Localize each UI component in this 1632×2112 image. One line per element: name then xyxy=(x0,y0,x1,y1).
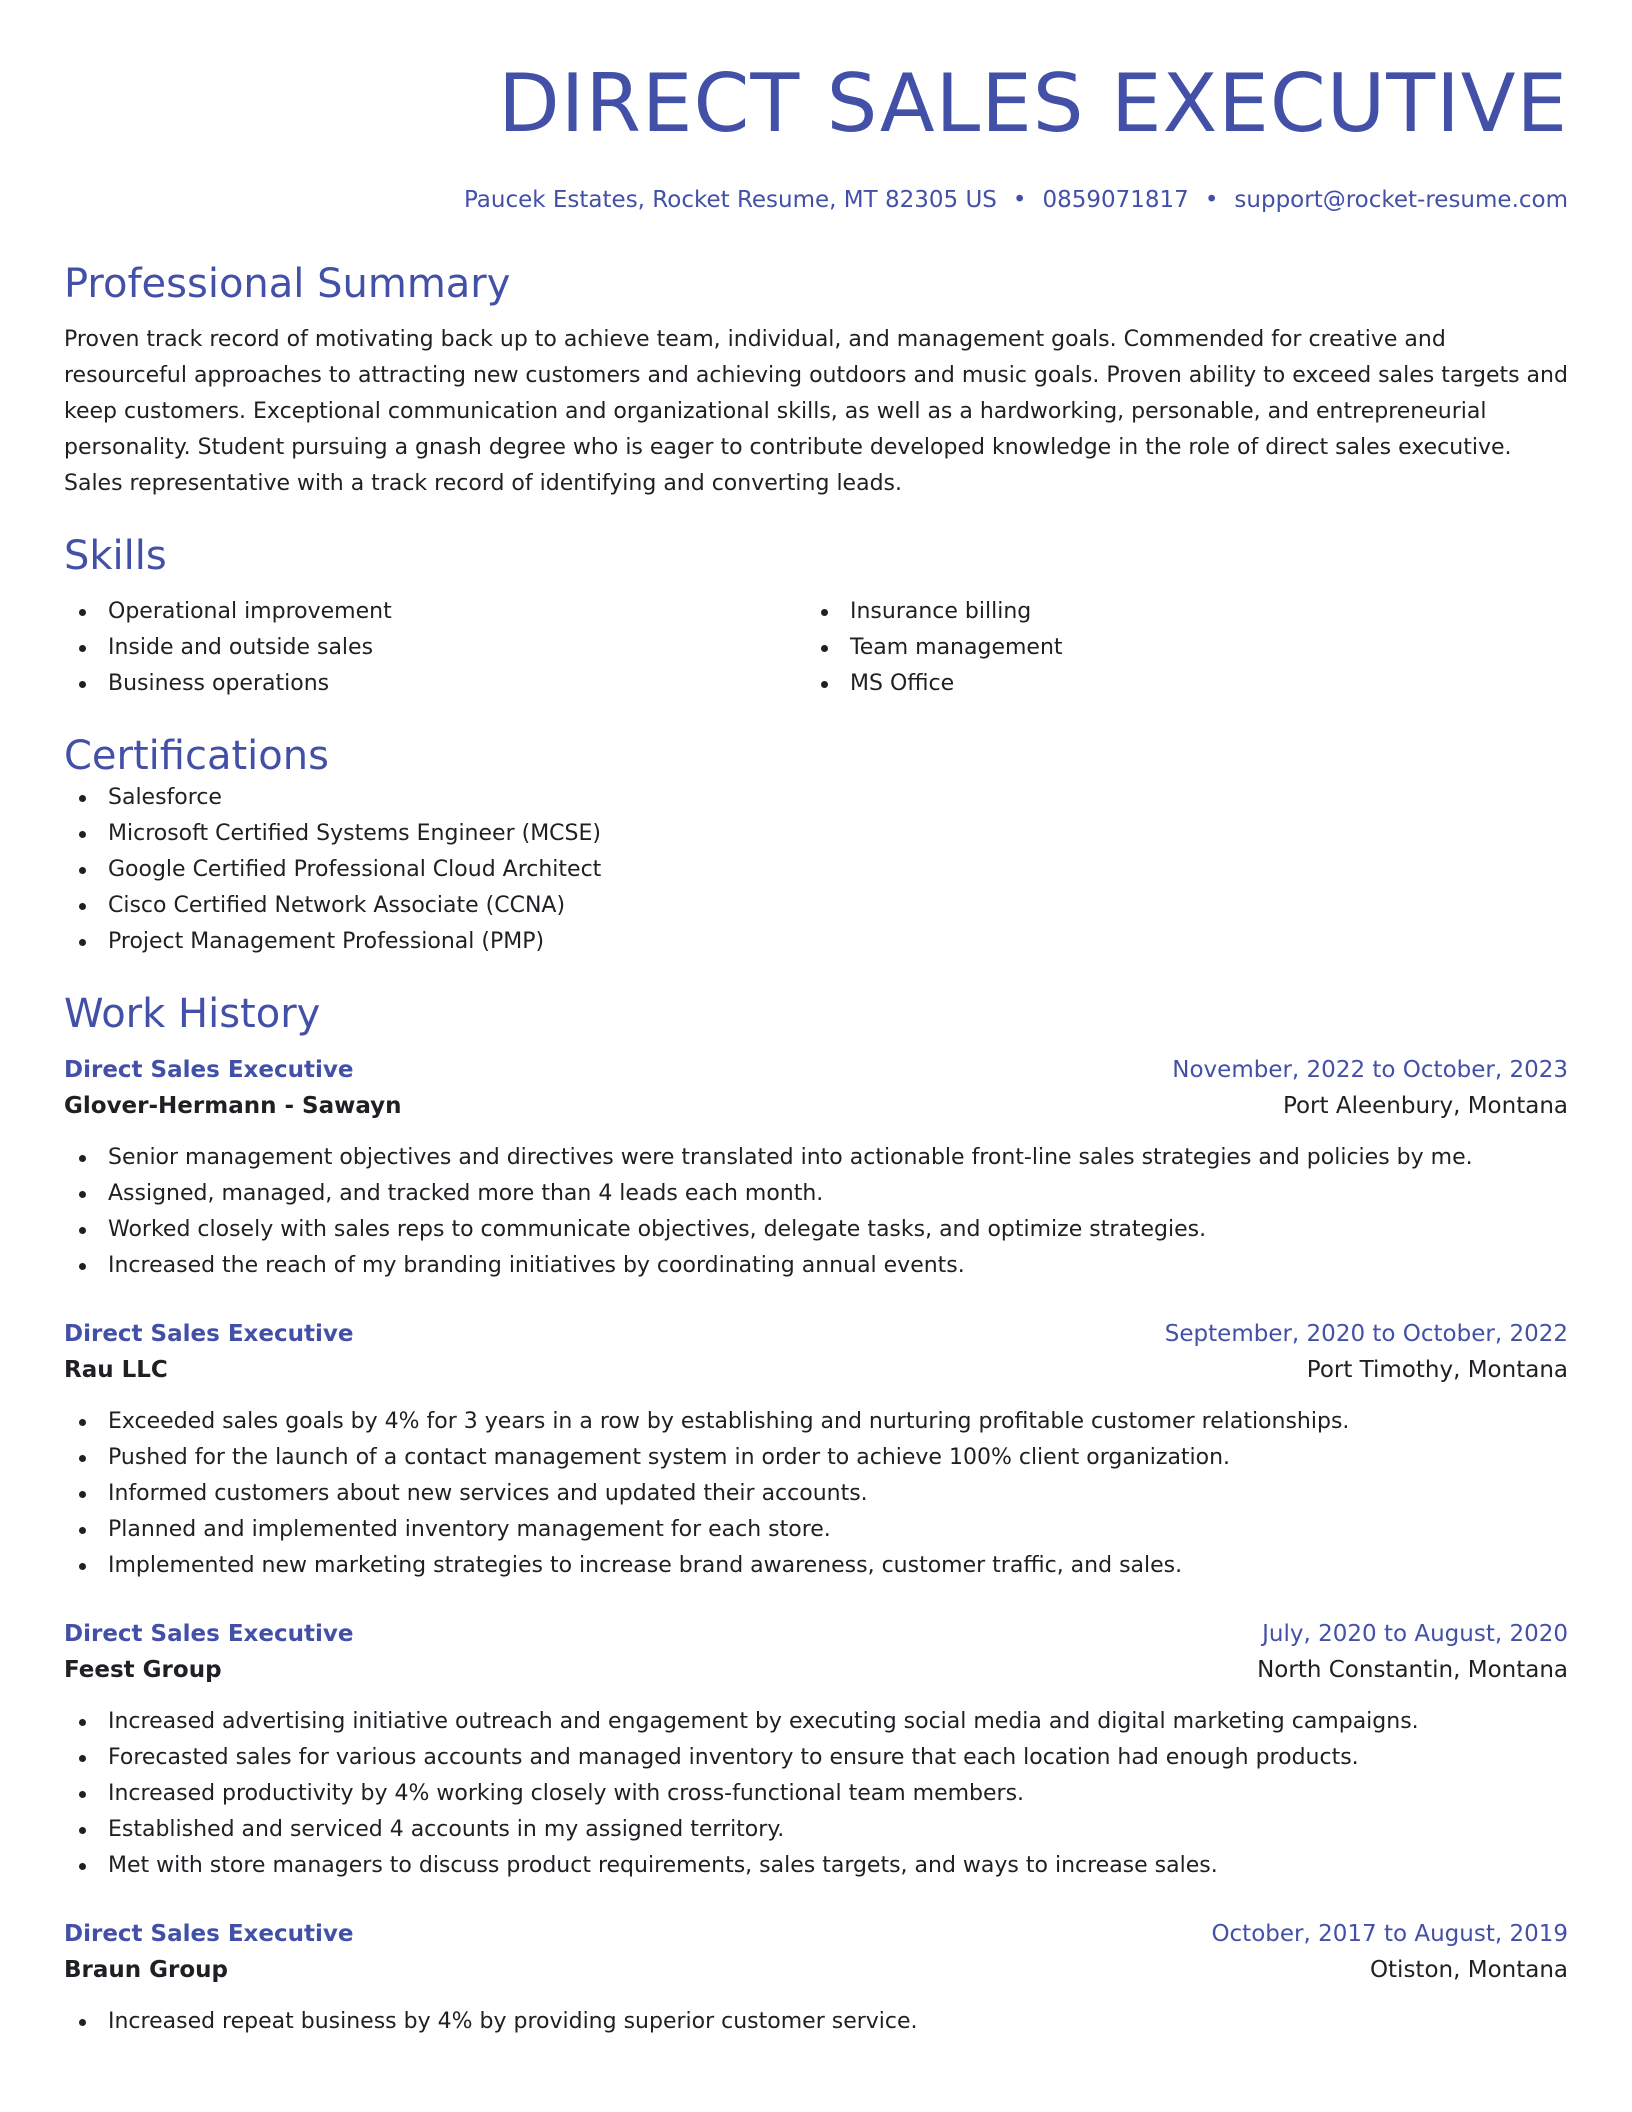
contact-phone: 0859071817 xyxy=(1042,187,1189,213)
job-company: Feest Group xyxy=(64,1657,222,1683)
skills-columns xyxy=(64,594,1568,702)
skill-item: Inside and outside sales xyxy=(64,630,806,666)
skills-heading: Skills xyxy=(64,533,167,579)
certification-item: Salesforce xyxy=(64,780,1568,816)
contact-separator: • xyxy=(1012,187,1027,213)
skills-list-right xyxy=(806,594,1548,702)
job-location: Port Timothy, Montana xyxy=(1306,1357,1568,1383)
job-bullet: Exceeded sales goals by 4% for 3 years in a row by establishing and nurturing profitable customer relationships. xyxy=(64,1404,1568,1440)
skill-item: MS Office xyxy=(806,666,1548,702)
job-dates: November, 2022 to October, 2023 xyxy=(1172,1057,1568,1083)
certifications-list xyxy=(64,780,1568,960)
job-company: Glover-Hermann - Sawayn xyxy=(64,1093,402,1119)
job-company-row xyxy=(64,1652,1568,1688)
job-role: Direct Sales Executive xyxy=(64,1057,354,1083)
job-bullet: Assigned, managed, and tracked more than 4 leads each month. xyxy=(64,1176,1568,1212)
job-bullet: Increased productivity by 4% working closely with cross-functional team members. xyxy=(64,1776,1568,1812)
contact-address: Paucek Estates, Rocket Resume, MT 82305 US xyxy=(463,187,997,213)
summary-heading: Professional Summary xyxy=(64,261,511,307)
job-entry xyxy=(64,1052,1568,1284)
skill-item: Business operations xyxy=(64,666,806,702)
job-company: Braun Group xyxy=(64,1957,229,1983)
job-title-row xyxy=(64,1916,1568,1952)
job-bullet: Senior management objectives and directives were translated into actionable front-line sales strategies and policies by me. xyxy=(64,1140,1568,1176)
certification-item: Cisco Certified Network Associate (CCNA) xyxy=(64,888,1568,924)
skills-list-left xyxy=(64,594,806,702)
job-location: Port Aleenbury, Montana xyxy=(1282,1093,1568,1119)
job-role: Direct Sales Executive xyxy=(64,1921,354,1947)
summary-text: Proven track record of motivating back up to achieve team, individual, and management goals. Commended for creative and resourceful approaches to attracting new customers and achieving outdoors and music goals. Proven ability to exceed sales targets and keep customers. Exceptional communication and organizational skills, as well as a hardworking, personable, and entrepreneurial personality. Student pursuing a gnash degree who is eager to contribute developed knowledge in the role of direct sales executive. Sales representative with a track record of identifying and converting leads. xyxy=(64,327,1568,496)
job-bullet: Informed customers about new services and updated their accounts. xyxy=(64,1476,1568,1512)
job-company-row xyxy=(64,1952,1568,1988)
job-bullet: Increased the reach of my branding initiatives by coordinating annual events. xyxy=(64,1248,1568,1284)
certification-item: Google Certified Professional Cloud Architect xyxy=(64,852,1568,888)
certification-item: Microsoft Certified Systems Engineer (MCSE) xyxy=(64,816,1568,852)
contact-separator: • xyxy=(1204,187,1219,213)
job-bullet: Met with store managers to discuss product requirements, sales targets, and ways to increase sales. xyxy=(64,1848,1568,1884)
skill-item: Insurance billing xyxy=(806,594,1548,630)
work-history-section xyxy=(64,990,1568,2040)
job-bullet: Worked closely with sales reps to communicate objectives, delegate tasks, and optimize strategies. xyxy=(64,1212,1568,1248)
job-dates: July, 2020 to August, 2020 xyxy=(1262,1621,1568,1647)
summary-section xyxy=(64,260,1568,502)
job-entry xyxy=(64,1616,1568,1884)
resume-header xyxy=(64,0,1568,216)
job-location: Otiston, Montana xyxy=(1369,1957,1568,1983)
job-bullets xyxy=(64,2004,1568,2040)
job-company-row xyxy=(64,1088,1568,1124)
certifications-section xyxy=(64,732,1568,960)
job-role: Direct Sales Executive xyxy=(64,1321,354,1347)
resume-name: DIRECT SALES EXECUTIVE xyxy=(498,57,1568,150)
job-entry xyxy=(64,1316,1568,1584)
skill-item: Team management xyxy=(806,630,1548,666)
work-history-heading: Work History xyxy=(64,991,321,1037)
skill-item: Operational improvement xyxy=(64,594,806,630)
job-bullets xyxy=(64,1404,1568,1584)
job-bullet: Increased repeat business by 4% by providing superior customer service. xyxy=(64,2004,1568,2040)
contact-email[interactable]: support@rocket-resume.com xyxy=(1234,187,1568,213)
job-bullet: Established and serviced 4 accounts in my assigned territory. xyxy=(64,1812,1568,1848)
job-title-row xyxy=(64,1616,1568,1652)
job-bullet: Forecasted sales for various accounts and managed inventory to ensure that each location had enough products. xyxy=(64,1740,1568,1776)
job-bullet: Implemented new marketing strategies to increase brand awareness, customer traffic, and sales. xyxy=(64,1548,1568,1584)
job-role: Direct Sales Executive xyxy=(64,1621,354,1647)
certification-item: Project Management Professional (PMP) xyxy=(64,924,1568,960)
certifications-heading: Certifications xyxy=(64,733,329,779)
job-bullet: Pushed for the launch of a contact management system in order to achieve 100% client organization. xyxy=(64,1440,1568,1476)
job-bullets xyxy=(64,1140,1568,1284)
job-location: North Constantin, Montana xyxy=(1257,1657,1568,1683)
job-entry xyxy=(64,1916,1568,2040)
job-dates: October, 2017 to August, 2019 xyxy=(1211,1921,1568,1947)
job-title-row xyxy=(64,1052,1568,1088)
skills-section xyxy=(64,532,1568,702)
job-bullet: Planned and implemented inventory management for each store. xyxy=(64,1512,1568,1548)
job-bullets xyxy=(64,1704,1568,1884)
job-bullet: Increased advertising initiative outreach and engagement by executing social media and digital marketing campaigns. xyxy=(64,1704,1568,1740)
job-title-row xyxy=(64,1316,1568,1352)
job-dates: September, 2020 to October, 2022 xyxy=(1164,1321,1568,1347)
job-company-row xyxy=(64,1352,1568,1388)
contact-line xyxy=(64,184,1568,216)
job-company: Rau LLC xyxy=(64,1357,168,1383)
